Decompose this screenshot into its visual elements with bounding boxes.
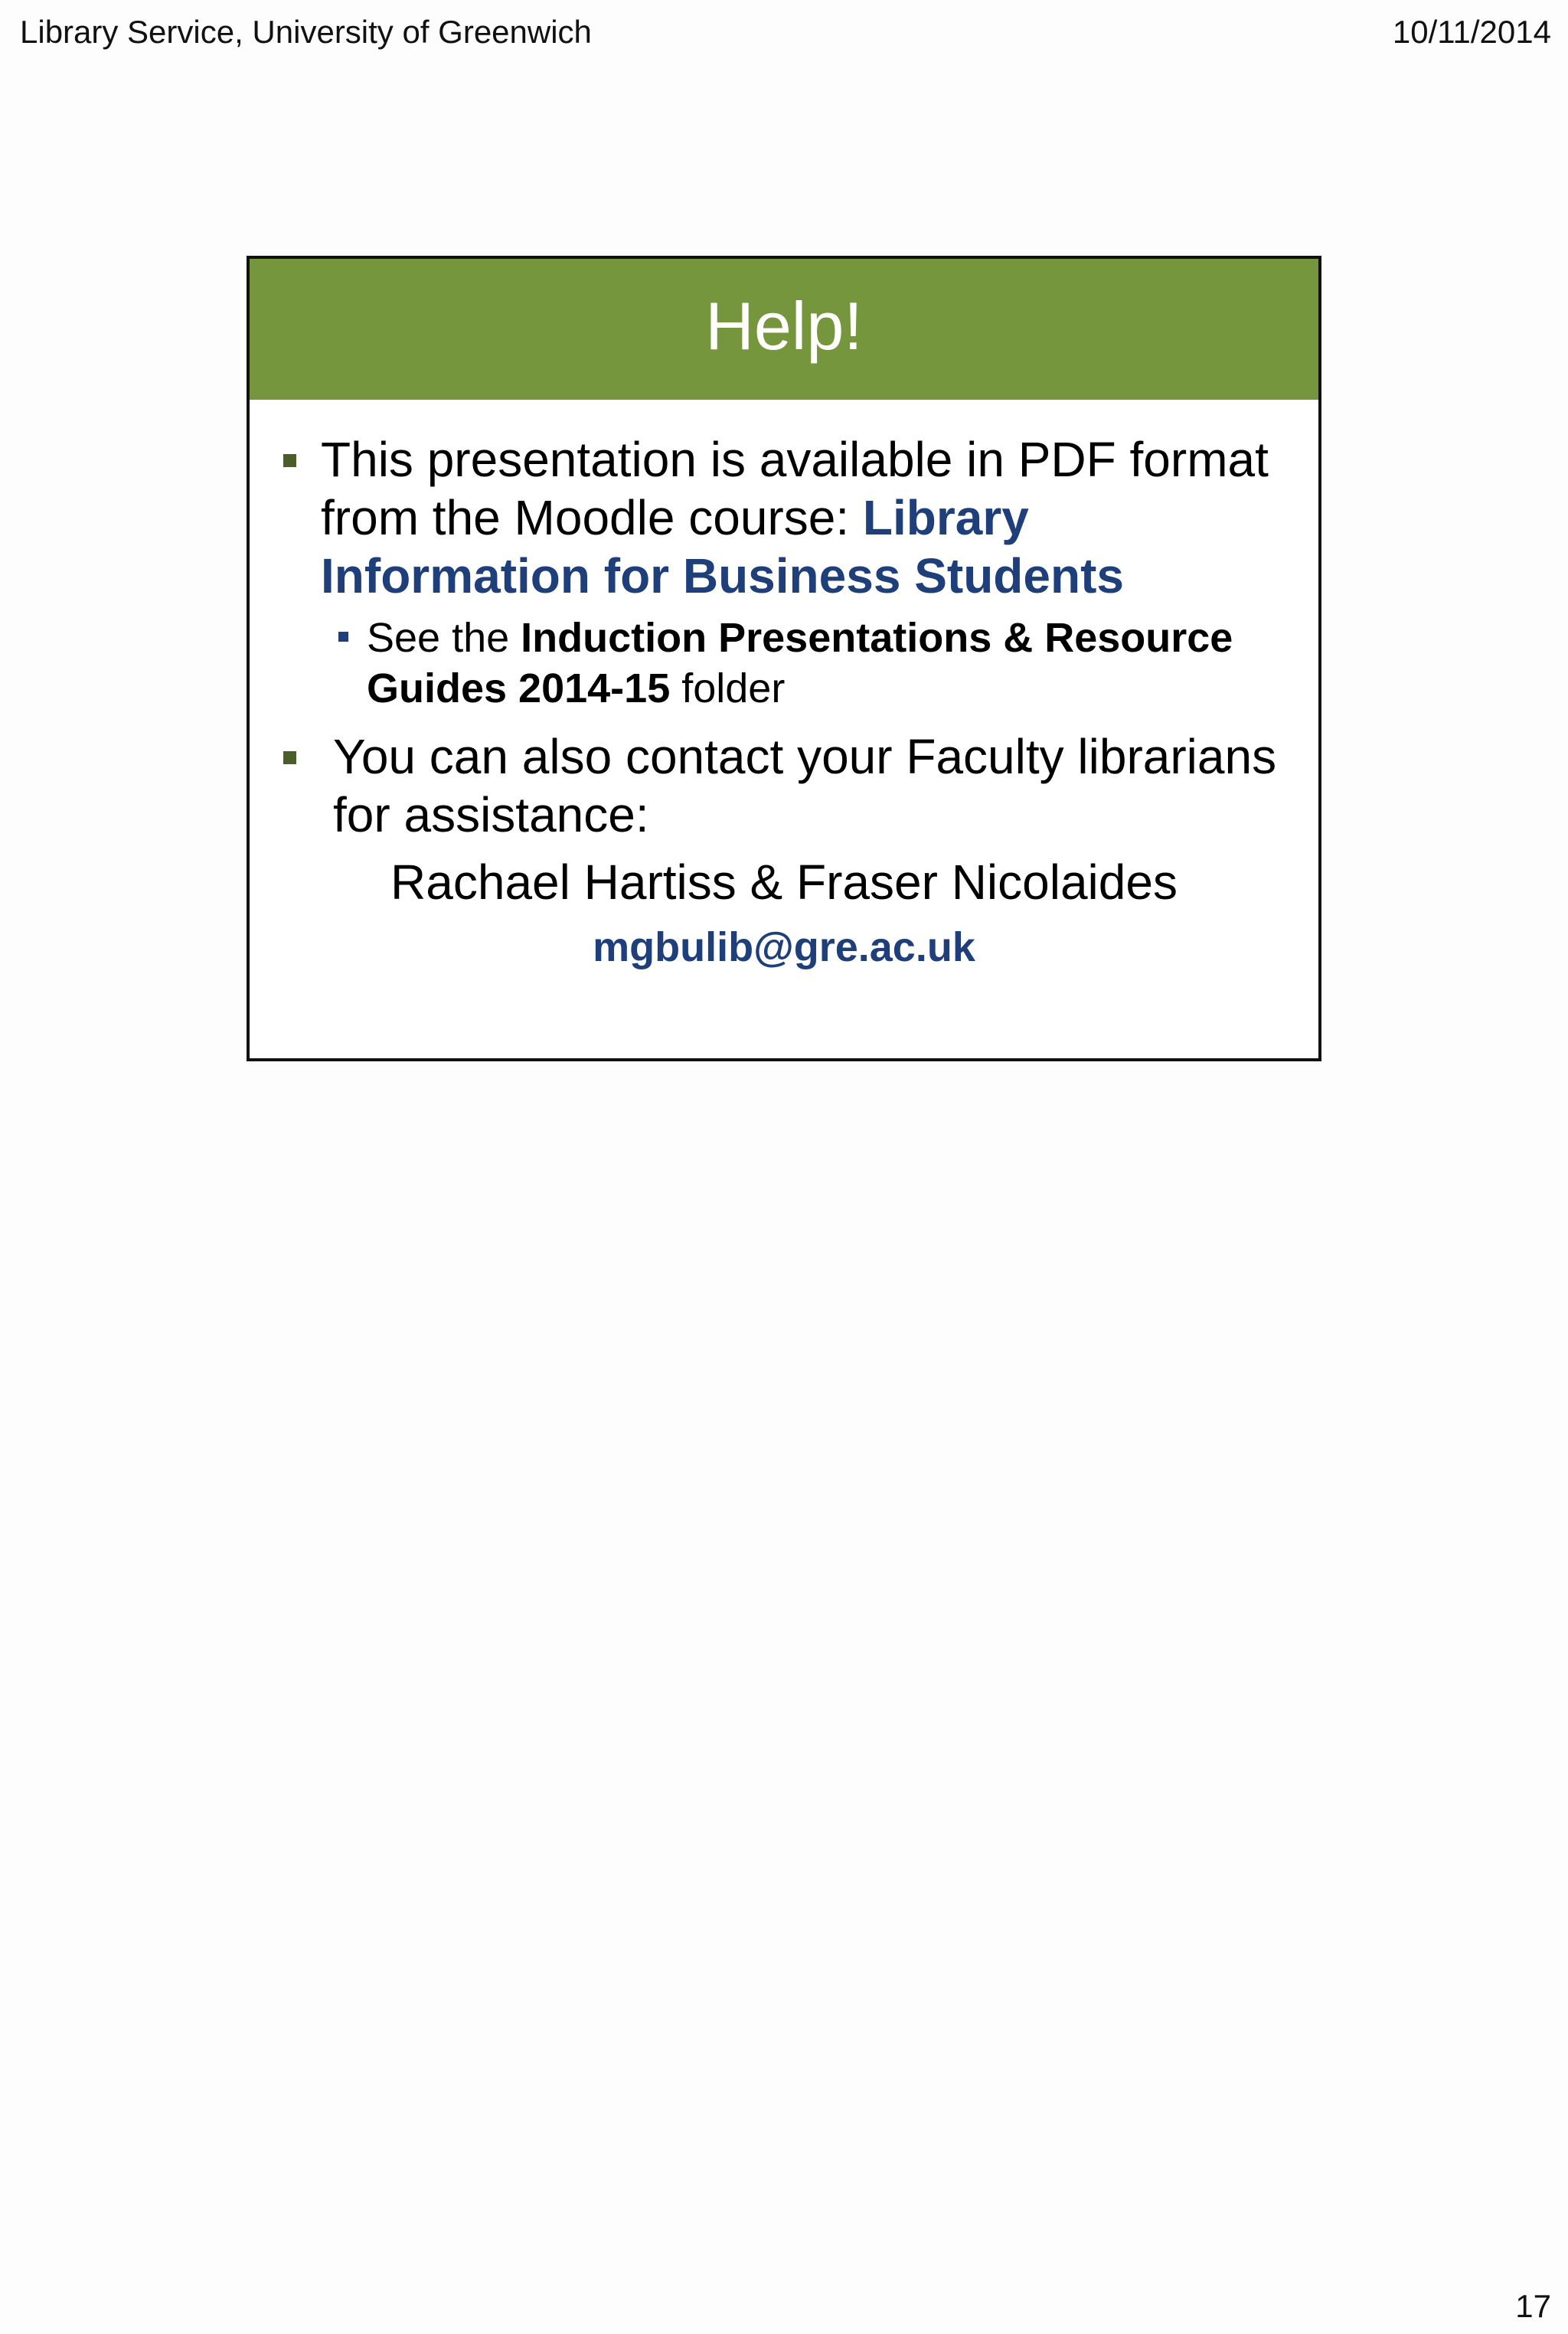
sub-bullet-plain: See the [367, 615, 521, 661]
header-source: Library Service, University of Greenwich [20, 14, 592, 50]
bullet-pdf-availability [283, 430, 1279, 605]
sub-bullet-square-icon [338, 632, 348, 642]
bullet-text: You can also contact your Faculty librarians for assistance: [333, 729, 1277, 842]
page-number: 17 [1515, 2288, 1551, 2324]
bullet-square-icon [283, 751, 296, 764]
librarian-names: Rachael Hartiss & Fraser Nicolaides [390, 855, 1178, 910]
sub-bullet-text [367, 613, 1285, 714]
slide-title-bar [250, 259, 1318, 400]
bullet-text-plain: This presentation is available in PDF format from the Moodle course: [321, 432, 1269, 545]
header-date: 10/11/2014 [1392, 14, 1551, 50]
bullet-text [321, 430, 1279, 605]
bullet-square-icon [283, 454, 296, 467]
slide [247, 256, 1321, 1061]
moodle-course-link[interactable]: Library Information for Business Students [321, 490, 1124, 603]
slide-title: Help! [705, 288, 863, 364]
sub-bullet-suffix: folder [670, 665, 786, 711]
sub-bullet-folder [338, 613, 1295, 714]
folder-name: Induction Presentations & Resource Guides 2014-15 [367, 615, 1233, 711]
librarian-email-link[interactable]: mgbulib@gre.ac.uk [593, 924, 975, 970]
bullet-contact-librarians [283, 727, 1279, 844]
